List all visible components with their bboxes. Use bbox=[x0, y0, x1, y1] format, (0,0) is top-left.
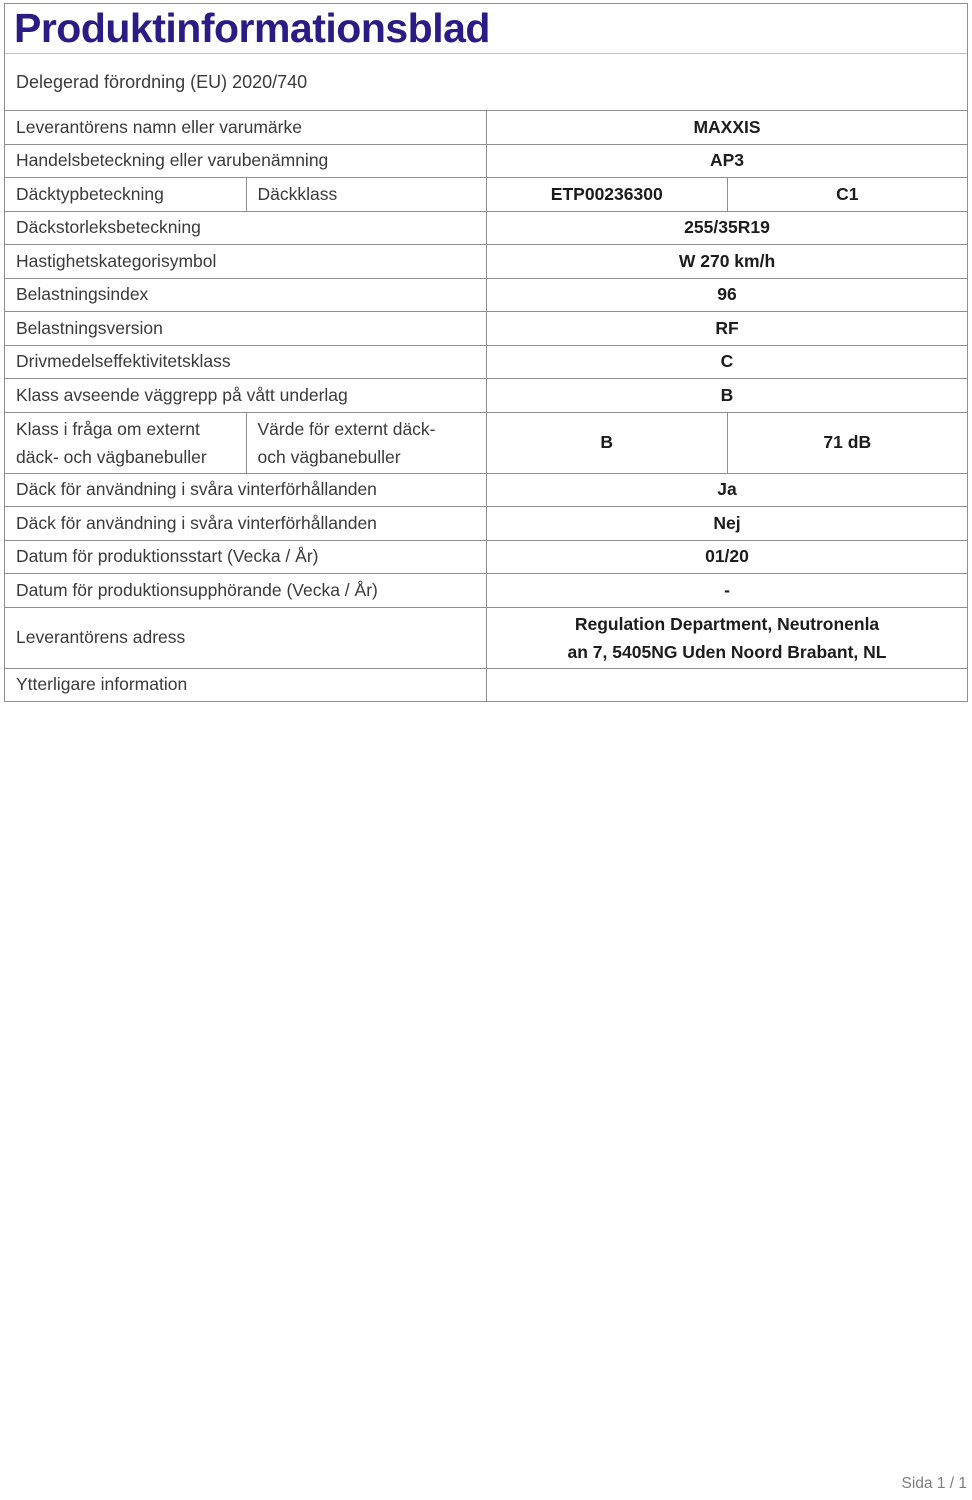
supplier-name-value: MAXXIS bbox=[486, 111, 967, 144]
supplier-address-value: Regulation Department, Neutronenla an 7, 5405NG Uden Noord Brabant, NL bbox=[486, 608, 967, 668]
additional-info-label: Ytterligare information bbox=[16, 674, 188, 695]
fuel-efficiency-row bbox=[5, 345, 967, 379]
load-version-row bbox=[5, 311, 967, 345]
supplier-address-row bbox=[5, 607, 967, 668]
tyre-type-label: Däcktypbeteckning bbox=[16, 183, 164, 204]
external-noise-row bbox=[5, 412, 967, 473]
trade-name-value: AP3 bbox=[486, 145, 967, 178]
speed-category-label: Hastighetskategorisymbol bbox=[16, 250, 217, 271]
speed-category-row bbox=[5, 244, 967, 278]
severe-winter-value-1: Ja bbox=[486, 474, 967, 507]
product-information-sheet bbox=[4, 3, 968, 702]
severe-winter-row-2 bbox=[5, 506, 967, 540]
trade-name-label: Handelsbeteckning eller varubenämning bbox=[16, 150, 329, 171]
tyre-size-label: Däckstorleksbeteckning bbox=[16, 217, 201, 238]
production-start-row bbox=[5, 540, 967, 574]
production-start-value: 01/20 bbox=[486, 541, 967, 574]
production-end-label: Datum för produktionsupphörande (Vecka / År) bbox=[16, 579, 378, 600]
external-noise-value-label: Värde för externt däck- och vägbanebuller bbox=[246, 413, 487, 473]
severe-winter-value-2: Nej bbox=[486, 507, 967, 540]
load-index-value: 96 bbox=[486, 279, 967, 312]
tyre-size-row bbox=[5, 211, 967, 245]
trade-name-row bbox=[5, 144, 967, 178]
tyre-type-row bbox=[5, 177, 967, 211]
tyre-class-value: C1 bbox=[727, 178, 968, 211]
wet-grip-row bbox=[5, 378, 967, 412]
supplier-name-row bbox=[5, 110, 967, 144]
regulation-subtitle: Delegerad förordning (EU) 2020/740 bbox=[16, 71, 308, 92]
tyre-size-value: 255/35R19 bbox=[486, 212, 967, 245]
severe-winter-row-1 bbox=[5, 473, 967, 507]
supplier-name-label: Leverantörens namn eller varumärke bbox=[16, 116, 302, 137]
load-index-row bbox=[5, 278, 967, 312]
tyre-type-value: ETP00236300 bbox=[486, 178, 727, 211]
external-noise-db-value: 71 dB bbox=[727, 413, 968, 473]
title-row bbox=[5, 4, 967, 54]
production-start-label: Datum för produktionsstart (Vecka / År) bbox=[16, 546, 319, 567]
severe-winter-label-2: Däck för användning i svåra vinterförhållanden bbox=[16, 512, 377, 533]
supplier-address-label: Leverantörens adress bbox=[16, 627, 186, 647]
page-title: Produktinformationsblad bbox=[14, 5, 490, 51]
production-end-value: - bbox=[486, 574, 967, 607]
speed-category-value: W 270 km/h bbox=[486, 245, 967, 278]
external-noise-class-value: B bbox=[486, 413, 727, 473]
wet-grip-value: B bbox=[486, 379, 967, 412]
fuel-efficiency-label: Drivmedelseffektivitetsklass bbox=[16, 351, 231, 372]
severe-winter-label-1: Däck för användning i svåra vinterförhållanden bbox=[16, 479, 377, 500]
external-noise-class-label: Klass i fråga om externt däck- och vägbanebuller bbox=[16, 418, 207, 467]
load-version-value: RF bbox=[486, 312, 967, 345]
fuel-efficiency-value: C bbox=[486, 346, 967, 379]
production-end-row bbox=[5, 573, 967, 607]
page-number: Sida 1 / 1 bbox=[901, 1475, 967, 1492]
load-index-label: Belastningsindex bbox=[16, 284, 149, 305]
additional-info-row bbox=[5, 668, 967, 702]
additional-info-value bbox=[486, 669, 967, 702]
tyre-class-label: Däckklass bbox=[246, 178, 487, 211]
wet-grip-label: Klass avseende väggrepp på vått underlag bbox=[16, 384, 348, 405]
load-version-label: Belastningsversion bbox=[16, 317, 163, 338]
